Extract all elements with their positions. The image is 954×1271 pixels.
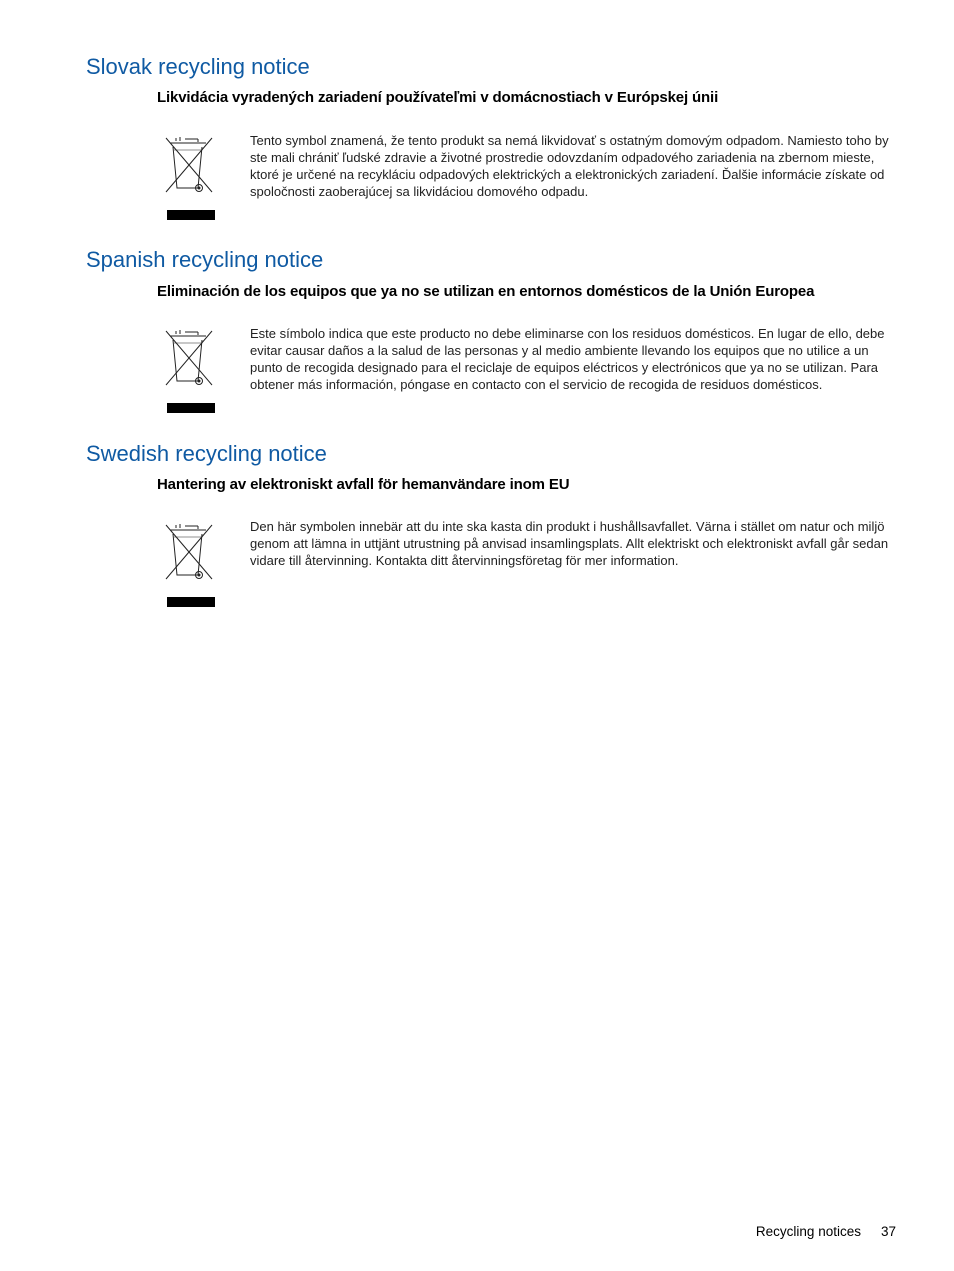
- weee-crossed-bin-icon: [164, 329, 218, 415]
- section-title: Spanish recycling notice: [86, 247, 324, 272]
- section-title: Swedish recycling notice: [86, 441, 327, 466]
- footer-label: Recycling notices: [755, 1224, 861, 1239]
- section-subtitle: Likvidácia vyradených zariadení používateľmi v domácnostiach v Európskej únii: [157, 89, 719, 106]
- section-body: Tento symbol znamená, že tento produkt sa nemá likvidovať s ostatným domovým odpadom. Namiesto toho by ste mali chrániť ľudské zdravie a životné prostredie odovzdaním odpadového zariadenia na zbernom mieste, ktoré je určené na recykláciu odpadových elektrických a elektronických zariadení. Ďalšie informácie získate od spoločnosti zaoberajúcej sa likvidáciou domového odpadu.: [250, 133, 889, 199]
- section-body: Den här symbolen innebär att du inte ska kasta din produkt i hushållsavfallet. Värna i stället om natur och miljö genom att lämna in uttjänt utrustning på anvisad insamlingsplats. Allt elektriskt och elektroniskt avfall går sedan vidare till återvinning. Kontakta ditt återvinningsföretag för mer information.: [250, 519, 889, 568]
- weee-crossed-bin-icon: [164, 136, 218, 222]
- page-footer: [756, 1223, 896, 1241]
- section-title: Slovak recycling notice: [86, 54, 310, 79]
- section-subtitle: Eliminación de los equipos que ya no se utilizan en entornos domésticos de la Unión Europea: [157, 283, 815, 300]
- weee-crossed-bin-icon: [164, 523, 218, 609]
- section-body: Este símbolo indica que este producto no debe eliminarse con los residuos domésticos. En lugar de ello, debe evitar causar daños a la salud de las personas y al medio ambiente llevando los equipos que no utilice a un punto de recogida designado para el reciclaje de equipos eléctricos y electrónicos que ya no se utilizan. Para obtener más información, póngase en contacto con el servicio de recogida de residuos domésticos.: [250, 326, 885, 392]
- page-number: 37: [880, 1224, 896, 1239]
- section-subtitle: Hantering av elektroniskt avfall för hemanvändare inom EU: [157, 476, 570, 493]
